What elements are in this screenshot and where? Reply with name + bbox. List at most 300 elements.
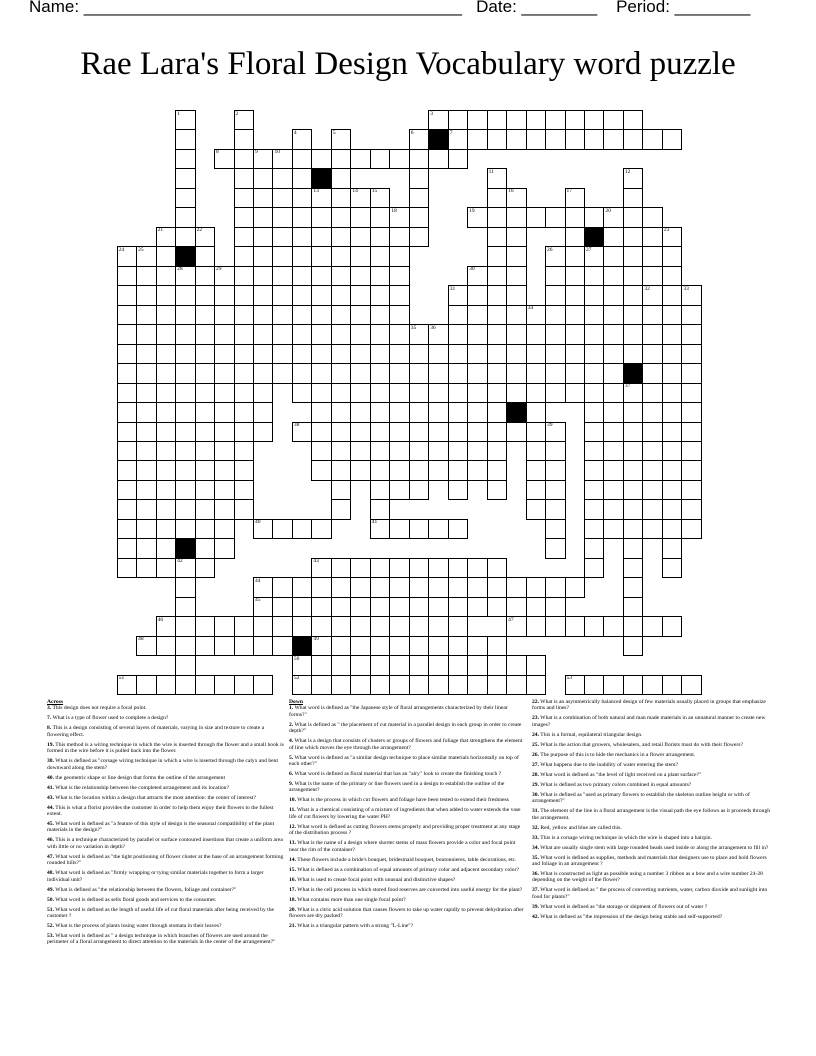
- grid-cell[interactable]: [623, 207, 643, 227]
- grid-cell[interactable]: [214, 422, 234, 442]
- grid-cell[interactable]: [195, 558, 215, 578]
- grid-cell[interactable]: [175, 460, 195, 480]
- grid-cell[interactable]: [370, 305, 390, 325]
- grid-cell[interactable]: [448, 519, 468, 539]
- grid-cell[interactable]: [311, 675, 331, 695]
- grid-cell[interactable]: [467, 655, 487, 675]
- grid-cell[interactable]: [565, 227, 585, 247]
- grid-cell[interactable]: [584, 266, 604, 286]
- grid-cell[interactable]: [448, 363, 468, 383]
- grid-cell[interactable]: [681, 499, 701, 519]
- grid-cell[interactable]: [311, 616, 331, 636]
- grid-cell[interactable]: [545, 285, 565, 305]
- grid-cell[interactable]: [603, 324, 623, 344]
- grid-cell[interactable]: [117, 499, 137, 519]
- grid-cell[interactable]: [214, 305, 234, 325]
- grid-cell[interactable]: [623, 460, 643, 480]
- grid-cell[interactable]: [311, 227, 331, 247]
- grid-cell[interactable]: [487, 110, 507, 130]
- grid-cell[interactable]: [467, 675, 487, 695]
- grid-cell[interactable]: [428, 460, 448, 480]
- grid-cell[interactable]: [642, 675, 662, 695]
- grid-cell[interactable]: [272, 636, 292, 656]
- grid-cell[interactable]: [370, 616, 390, 636]
- grid-cell[interactable]: [467, 324, 487, 344]
- grid-cell[interactable]: [136, 519, 156, 539]
- grid-cell[interactable]: [370, 207, 390, 227]
- grid-cell[interactable]: [584, 110, 604, 130]
- grid-cell[interactable]: [117, 285, 137, 305]
- grid-cell[interactable]: [603, 441, 623, 461]
- grid-cell[interactable]: [331, 422, 351, 442]
- grid-cell[interactable]: [565, 207, 585, 227]
- grid-cell[interactable]: [623, 266, 643, 286]
- grid-cell[interactable]: [292, 168, 312, 188]
- grid-cell[interactable]: [311, 207, 331, 227]
- grid-cell[interactable]: [156, 324, 176, 344]
- grid-cell[interactable]: [389, 655, 409, 675]
- grid-cell[interactable]: [214, 538, 234, 558]
- grid-cell[interactable]: [370, 149, 390, 169]
- grid-cell[interactable]: [662, 324, 682, 344]
- grid-cell[interactable]: [350, 558, 370, 578]
- grid-cell[interactable]: [603, 305, 623, 325]
- grid-cell[interactable]: [311, 655, 331, 675]
- grid-cell[interactable]: [175, 344, 195, 364]
- grid-cell[interactable]: [409, 402, 429, 422]
- grid-cell[interactable]: [292, 324, 312, 344]
- grid-cell[interactable]: [389, 460, 409, 480]
- grid-cell[interactable]: [506, 597, 526, 617]
- grid-cell[interactable]: [331, 285, 351, 305]
- grid-cell[interactable]: [292, 383, 312, 403]
- grid-cell[interactable]: [350, 402, 370, 422]
- grid-cell[interactable]: [487, 441, 507, 461]
- grid-cell[interactable]: [292, 266, 312, 286]
- grid-cell[interactable]: [234, 129, 254, 149]
- grid-cell[interactable]: [214, 285, 234, 305]
- grid-cell[interactable]: [175, 324, 195, 344]
- grid-cell[interactable]: [428, 577, 448, 597]
- grid-cell[interactable]: [117, 363, 137, 383]
- grid-cell[interactable]: [389, 480, 409, 500]
- grid-cell[interactable]: [331, 324, 351, 344]
- grid-cell[interactable]: [681, 383, 701, 403]
- grid-cell[interactable]: [117, 519, 137, 539]
- date-field[interactable]: Date: ________: [476, 0, 598, 16]
- grid-cell[interactable]: [662, 285, 682, 305]
- grid-cell[interactable]: [156, 344, 176, 364]
- grid-cell[interactable]: [448, 149, 468, 169]
- grid-cell[interactable]: [195, 422, 215, 442]
- grid-cell[interactable]: [506, 363, 526, 383]
- grid-cell[interactable]: [175, 441, 195, 461]
- grid-cell[interactable]: [467, 363, 487, 383]
- grid-cell[interactable]: [136, 422, 156, 442]
- grid-cell[interactable]: [389, 363, 409, 383]
- grid-cell[interactable]: [253, 305, 273, 325]
- period-field[interactable]: Period: ________: [616, 0, 751, 16]
- grid-cell[interactable]: [487, 383, 507, 403]
- grid-cell[interactable]: [428, 519, 448, 539]
- grid-cell[interactable]: [545, 499, 565, 519]
- grid-cell[interactable]: [642, 422, 662, 442]
- grid-cell[interactable]: [156, 675, 176, 695]
- grid-cell[interactable]: [448, 577, 468, 597]
- grid-cell[interactable]: [545, 441, 565, 461]
- grid-cell[interactable]: [584, 305, 604, 325]
- grid-cell[interactable]: [545, 577, 565, 597]
- grid-cell[interactable]: [409, 441, 429, 461]
- grid-cell[interactable]: [623, 597, 643, 617]
- grid-cell[interactable]: [623, 616, 643, 636]
- grid-cell[interactable]: [156, 383, 176, 403]
- grid-cell[interactable]: [545, 344, 565, 364]
- grid-cell[interactable]: [311, 441, 331, 461]
- grid-cell[interactable]: [136, 538, 156, 558]
- grid-cell[interactable]: [681, 344, 701, 364]
- grid-cell[interactable]: [370, 636, 390, 656]
- grid-cell[interactable]: [603, 266, 623, 286]
- grid-cell[interactable]: [311, 402, 331, 422]
- grid-cell[interactable]: [331, 383, 351, 403]
- grid-cell[interactable]: [662, 246, 682, 266]
- grid-cell[interactable]: [506, 110, 526, 130]
- grid-cell[interactable]: [175, 207, 195, 227]
- grid-cell[interactable]: [409, 636, 429, 656]
- grid-cell[interactable]: [370, 499, 390, 519]
- grid-cell[interactable]: [389, 383, 409, 403]
- grid-cell[interactable]: [331, 363, 351, 383]
- grid-cell[interactable]: [253, 207, 273, 227]
- grid-cell[interactable]: [136, 499, 156, 519]
- grid-cell[interactable]: [253, 675, 273, 695]
- grid-cell[interactable]: [272, 266, 292, 286]
- grid-cell[interactable]: [195, 480, 215, 500]
- grid-cell[interactable]: [448, 480, 468, 500]
- grid-cell[interactable]: [487, 460, 507, 480]
- grid-cell[interactable]: [584, 207, 604, 227]
- grid-cell[interactable]: [623, 538, 643, 558]
- grid-cell[interactable]: [681, 441, 701, 461]
- grid-cell[interactable]: [623, 480, 643, 500]
- grid-cell[interactable]: [623, 344, 643, 364]
- grid-cell[interactable]: [331, 655, 351, 675]
- grid-cell[interactable]: [311, 266, 331, 286]
- grid-cell[interactable]: [603, 402, 623, 422]
- grid-cell[interactable]: [623, 636, 643, 656]
- grid-cell[interactable]: [623, 188, 643, 208]
- grid-cell[interactable]: [234, 149, 254, 169]
- grid-cell[interactable]: [234, 616, 254, 636]
- grid-cell[interactable]: [467, 597, 487, 617]
- grid-cell[interactable]: [331, 597, 351, 617]
- grid-cell[interactable]: [253, 227, 273, 247]
- grid-cell[interactable]: [526, 577, 546, 597]
- grid-cell[interactable]: [584, 558, 604, 578]
- grid-cell[interactable]: [681, 675, 701, 695]
- grid-cell[interactable]: [603, 383, 623, 403]
- grid-cell[interactable]: [156, 460, 176, 480]
- grid-cell[interactable]: [195, 499, 215, 519]
- grid-cell[interactable]: [448, 636, 468, 656]
- grid-cell[interactable]: [175, 519, 195, 539]
- grid-cell[interactable]: [565, 246, 585, 266]
- grid-cell[interactable]: [175, 577, 195, 597]
- grid-cell[interactable]: [370, 675, 390, 695]
- grid-cell[interactable]: [272, 577, 292, 597]
- grid-cell[interactable]: [487, 285, 507, 305]
- grid-cell[interactable]: [526, 207, 546, 227]
- grid-cell[interactable]: [662, 344, 682, 364]
- grid-cell[interactable]: [584, 285, 604, 305]
- grid-cell[interactable]: [311, 460, 331, 480]
- grid-cell[interactable]: [526, 129, 546, 149]
- grid-cell[interactable]: [272, 227, 292, 247]
- grid-cell[interactable]: [234, 344, 254, 364]
- grid-cell[interactable]: [662, 616, 682, 636]
- grid-cell[interactable]: [311, 324, 331, 344]
- grid-cell[interactable]: [681, 460, 701, 480]
- grid-cell[interactable]: [467, 636, 487, 656]
- grid-cell[interactable]: [234, 266, 254, 286]
- grid-cell[interactable]: [584, 402, 604, 422]
- grid-cell[interactable]: [389, 422, 409, 442]
- grid-cell[interactable]: [175, 616, 195, 636]
- grid-cell[interactable]: [448, 383, 468, 403]
- grid-cell[interactable]: [467, 383, 487, 403]
- grid-cell[interactable]: [195, 246, 215, 266]
- grid-cell[interactable]: [642, 324, 662, 344]
- grid-cell[interactable]: [487, 422, 507, 442]
- grid-cell[interactable]: [253, 168, 273, 188]
- grid-cell[interactable]: [156, 285, 176, 305]
- name-field[interactable]: Name: ________________________________________: [29, 0, 462, 16]
- grid-cell[interactable]: [331, 402, 351, 422]
- grid-cell[interactable]: [350, 577, 370, 597]
- grid-cell[interactable]: [234, 246, 254, 266]
- grid-cell[interactable]: [234, 383, 254, 403]
- grid-cell[interactable]: [136, 285, 156, 305]
- grid-cell[interactable]: [681, 480, 701, 500]
- grid-cell[interactable]: [584, 675, 604, 695]
- grid-cell[interactable]: [331, 344, 351, 364]
- grid-cell[interactable]: [234, 207, 254, 227]
- grid-cell[interactable]: [642, 246, 662, 266]
- grid-cell[interactable]: [389, 324, 409, 344]
- grid-cell[interactable]: [662, 422, 682, 442]
- grid-cell[interactable]: [370, 227, 390, 247]
- grid-cell[interactable]: [331, 266, 351, 286]
- grid-cell[interactable]: [292, 363, 312, 383]
- grid-cell[interactable]: [195, 441, 215, 461]
- grid-cell[interactable]: [642, 460, 662, 480]
- grid-cell[interactable]: [331, 168, 351, 188]
- grid-cell[interactable]: [214, 324, 234, 344]
- grid-cell[interactable]: [156, 499, 176, 519]
- grid-cell[interactable]: [292, 519, 312, 539]
- grid-cell[interactable]: [389, 558, 409, 578]
- grid-cell[interactable]: [603, 246, 623, 266]
- grid-cell[interactable]: [350, 246, 370, 266]
- grid-cell[interactable]: [662, 305, 682, 325]
- grid-cell[interactable]: [428, 597, 448, 617]
- grid-cell[interactable]: [603, 460, 623, 480]
- grid-cell[interactable]: [603, 227, 623, 247]
- grid-cell[interactable]: [487, 655, 507, 675]
- grid-cell[interactable]: [214, 441, 234, 461]
- grid-cell[interactable]: [389, 402, 409, 422]
- grid-cell[interactable]: [467, 422, 487, 442]
- grid-cell[interactable]: [214, 636, 234, 656]
- grid-cell[interactable]: [234, 305, 254, 325]
- grid-cell[interactable]: [545, 110, 565, 130]
- grid-cell[interactable]: [642, 227, 662, 247]
- grid-cell[interactable]: [448, 675, 468, 695]
- grid-cell[interactable]: [487, 636, 507, 656]
- grid-cell[interactable]: [487, 246, 507, 266]
- grid-cell[interactable]: [584, 616, 604, 636]
- grid-cell[interactable]: [195, 460, 215, 480]
- grid-cell[interactable]: [565, 363, 585, 383]
- grid-cell[interactable]: [642, 266, 662, 286]
- grid-cell[interactable]: [389, 227, 409, 247]
- grid-cell[interactable]: [311, 344, 331, 364]
- grid-cell[interactable]: [234, 499, 254, 519]
- grid-cell[interactable]: [545, 597, 565, 617]
- grid-cell[interactable]: [214, 344, 234, 364]
- grid-cell[interactable]: [565, 324, 585, 344]
- grid-cell[interactable]: [117, 266, 137, 286]
- grid-cell[interactable]: [370, 383, 390, 403]
- grid-cell[interactable]: [409, 616, 429, 636]
- grid-cell[interactable]: [234, 285, 254, 305]
- grid-cell[interactable]: [195, 266, 215, 286]
- grid-cell[interactable]: [350, 422, 370, 442]
- grid-cell[interactable]: [642, 129, 662, 149]
- grid-cell[interactable]: [117, 538, 137, 558]
- grid-cell[interactable]: [350, 207, 370, 227]
- grid-cell[interactable]: [623, 519, 643, 539]
- grid-cell[interactable]: [642, 383, 662, 403]
- grid-cell[interactable]: [214, 363, 234, 383]
- grid-cell[interactable]: [331, 675, 351, 695]
- grid-cell[interactable]: [448, 110, 468, 130]
- grid-cell[interactable]: [565, 110, 585, 130]
- grid-cell[interactable]: [234, 402, 254, 422]
- grid-cell[interactable]: [117, 383, 137, 403]
- grid-cell[interactable]: [409, 655, 429, 675]
- grid-cell[interactable]: [487, 129, 507, 149]
- grid-cell[interactable]: [448, 558, 468, 578]
- grid-cell[interactable]: [409, 460, 429, 480]
- grid-cell[interactable]: [603, 110, 623, 130]
- grid-cell[interactable]: [214, 402, 234, 422]
- grid-cell[interactable]: [272, 246, 292, 266]
- grid-cell[interactable]: [311, 577, 331, 597]
- grid-cell[interactable]: [253, 616, 273, 636]
- grid-cell[interactable]: [292, 227, 312, 247]
- grid-cell[interactable]: [409, 363, 429, 383]
- grid-cell[interactable]: [214, 460, 234, 480]
- grid-cell[interactable]: [272, 519, 292, 539]
- grid-cell[interactable]: [350, 460, 370, 480]
- grid-cell[interactable]: [175, 402, 195, 422]
- grid-cell[interactable]: [331, 149, 351, 169]
- grid-cell[interactable]: [428, 149, 448, 169]
- grid-cell[interactable]: [409, 422, 429, 442]
- grid-cell[interactable]: [350, 344, 370, 364]
- grid-cell[interactable]: [136, 460, 156, 480]
- grid-cell[interactable]: [175, 227, 195, 247]
- grid-cell[interactable]: [253, 383, 273, 403]
- grid-cell[interactable]: [409, 558, 429, 578]
- grid-cell[interactable]: [156, 305, 176, 325]
- grid-cell[interactable]: [136, 324, 156, 344]
- grid-cell[interactable]: [545, 538, 565, 558]
- grid-cell[interactable]: [117, 480, 137, 500]
- grid-cell[interactable]: [506, 227, 526, 247]
- grid-cell[interactable]: [487, 402, 507, 422]
- grid-cell[interactable]: [331, 499, 351, 519]
- grid-cell[interactable]: [136, 305, 156, 325]
- grid-cell[interactable]: [350, 149, 370, 169]
- grid-cell[interactable]: [662, 441, 682, 461]
- grid-cell[interactable]: [506, 324, 526, 344]
- grid-cell[interactable]: [506, 266, 526, 286]
- grid-cell[interactable]: [487, 363, 507, 383]
- grid-cell[interactable]: [311, 285, 331, 305]
- grid-cell[interactable]: [234, 324, 254, 344]
- grid-cell[interactable]: [331, 460, 351, 480]
- grid-cell[interactable]: [370, 577, 390, 597]
- grid-cell[interactable]: [175, 597, 195, 617]
- grid-cell[interactable]: [506, 422, 526, 442]
- grid-cell[interactable]: [545, 363, 565, 383]
- grid-cell[interactable]: [584, 383, 604, 403]
- grid-cell[interactable]: [234, 188, 254, 208]
- grid-cell[interactable]: [623, 305, 643, 325]
- grid-cell[interactable]: [409, 519, 429, 539]
- grid-cell[interactable]: [292, 597, 312, 617]
- grid-cell[interactable]: [331, 246, 351, 266]
- grid-cell[interactable]: [448, 597, 468, 617]
- grid-cell[interactable]: [195, 344, 215, 364]
- grid-cell[interactable]: [253, 363, 273, 383]
- grid-cell[interactable]: [603, 480, 623, 500]
- grid-cell[interactable]: [584, 422, 604, 442]
- grid-cell[interactable]: [117, 558, 137, 578]
- grid-cell[interactable]: [467, 460, 487, 480]
- grid-cell[interactable]: [175, 363, 195, 383]
- grid-cell[interactable]: [234, 168, 254, 188]
- grid-cell[interactable]: [409, 480, 429, 500]
- grid-cell[interactable]: [662, 460, 682, 480]
- grid-cell[interactable]: [253, 324, 273, 344]
- grid-cell[interactable]: [175, 636, 195, 656]
- grid-cell[interactable]: [409, 188, 429, 208]
- grid-cell[interactable]: [487, 266, 507, 286]
- grid-cell[interactable]: [565, 577, 585, 597]
- grid-cell[interactable]: [409, 149, 429, 169]
- grid-cell[interactable]: [565, 616, 585, 636]
- grid-cell[interactable]: [467, 402, 487, 422]
- grid-cell[interactable]: [195, 383, 215, 403]
- grid-cell[interactable]: [545, 616, 565, 636]
- grid-cell[interactable]: [272, 285, 292, 305]
- grid-cell[interactable]: [156, 246, 176, 266]
- grid-cell[interactable]: [350, 441, 370, 461]
